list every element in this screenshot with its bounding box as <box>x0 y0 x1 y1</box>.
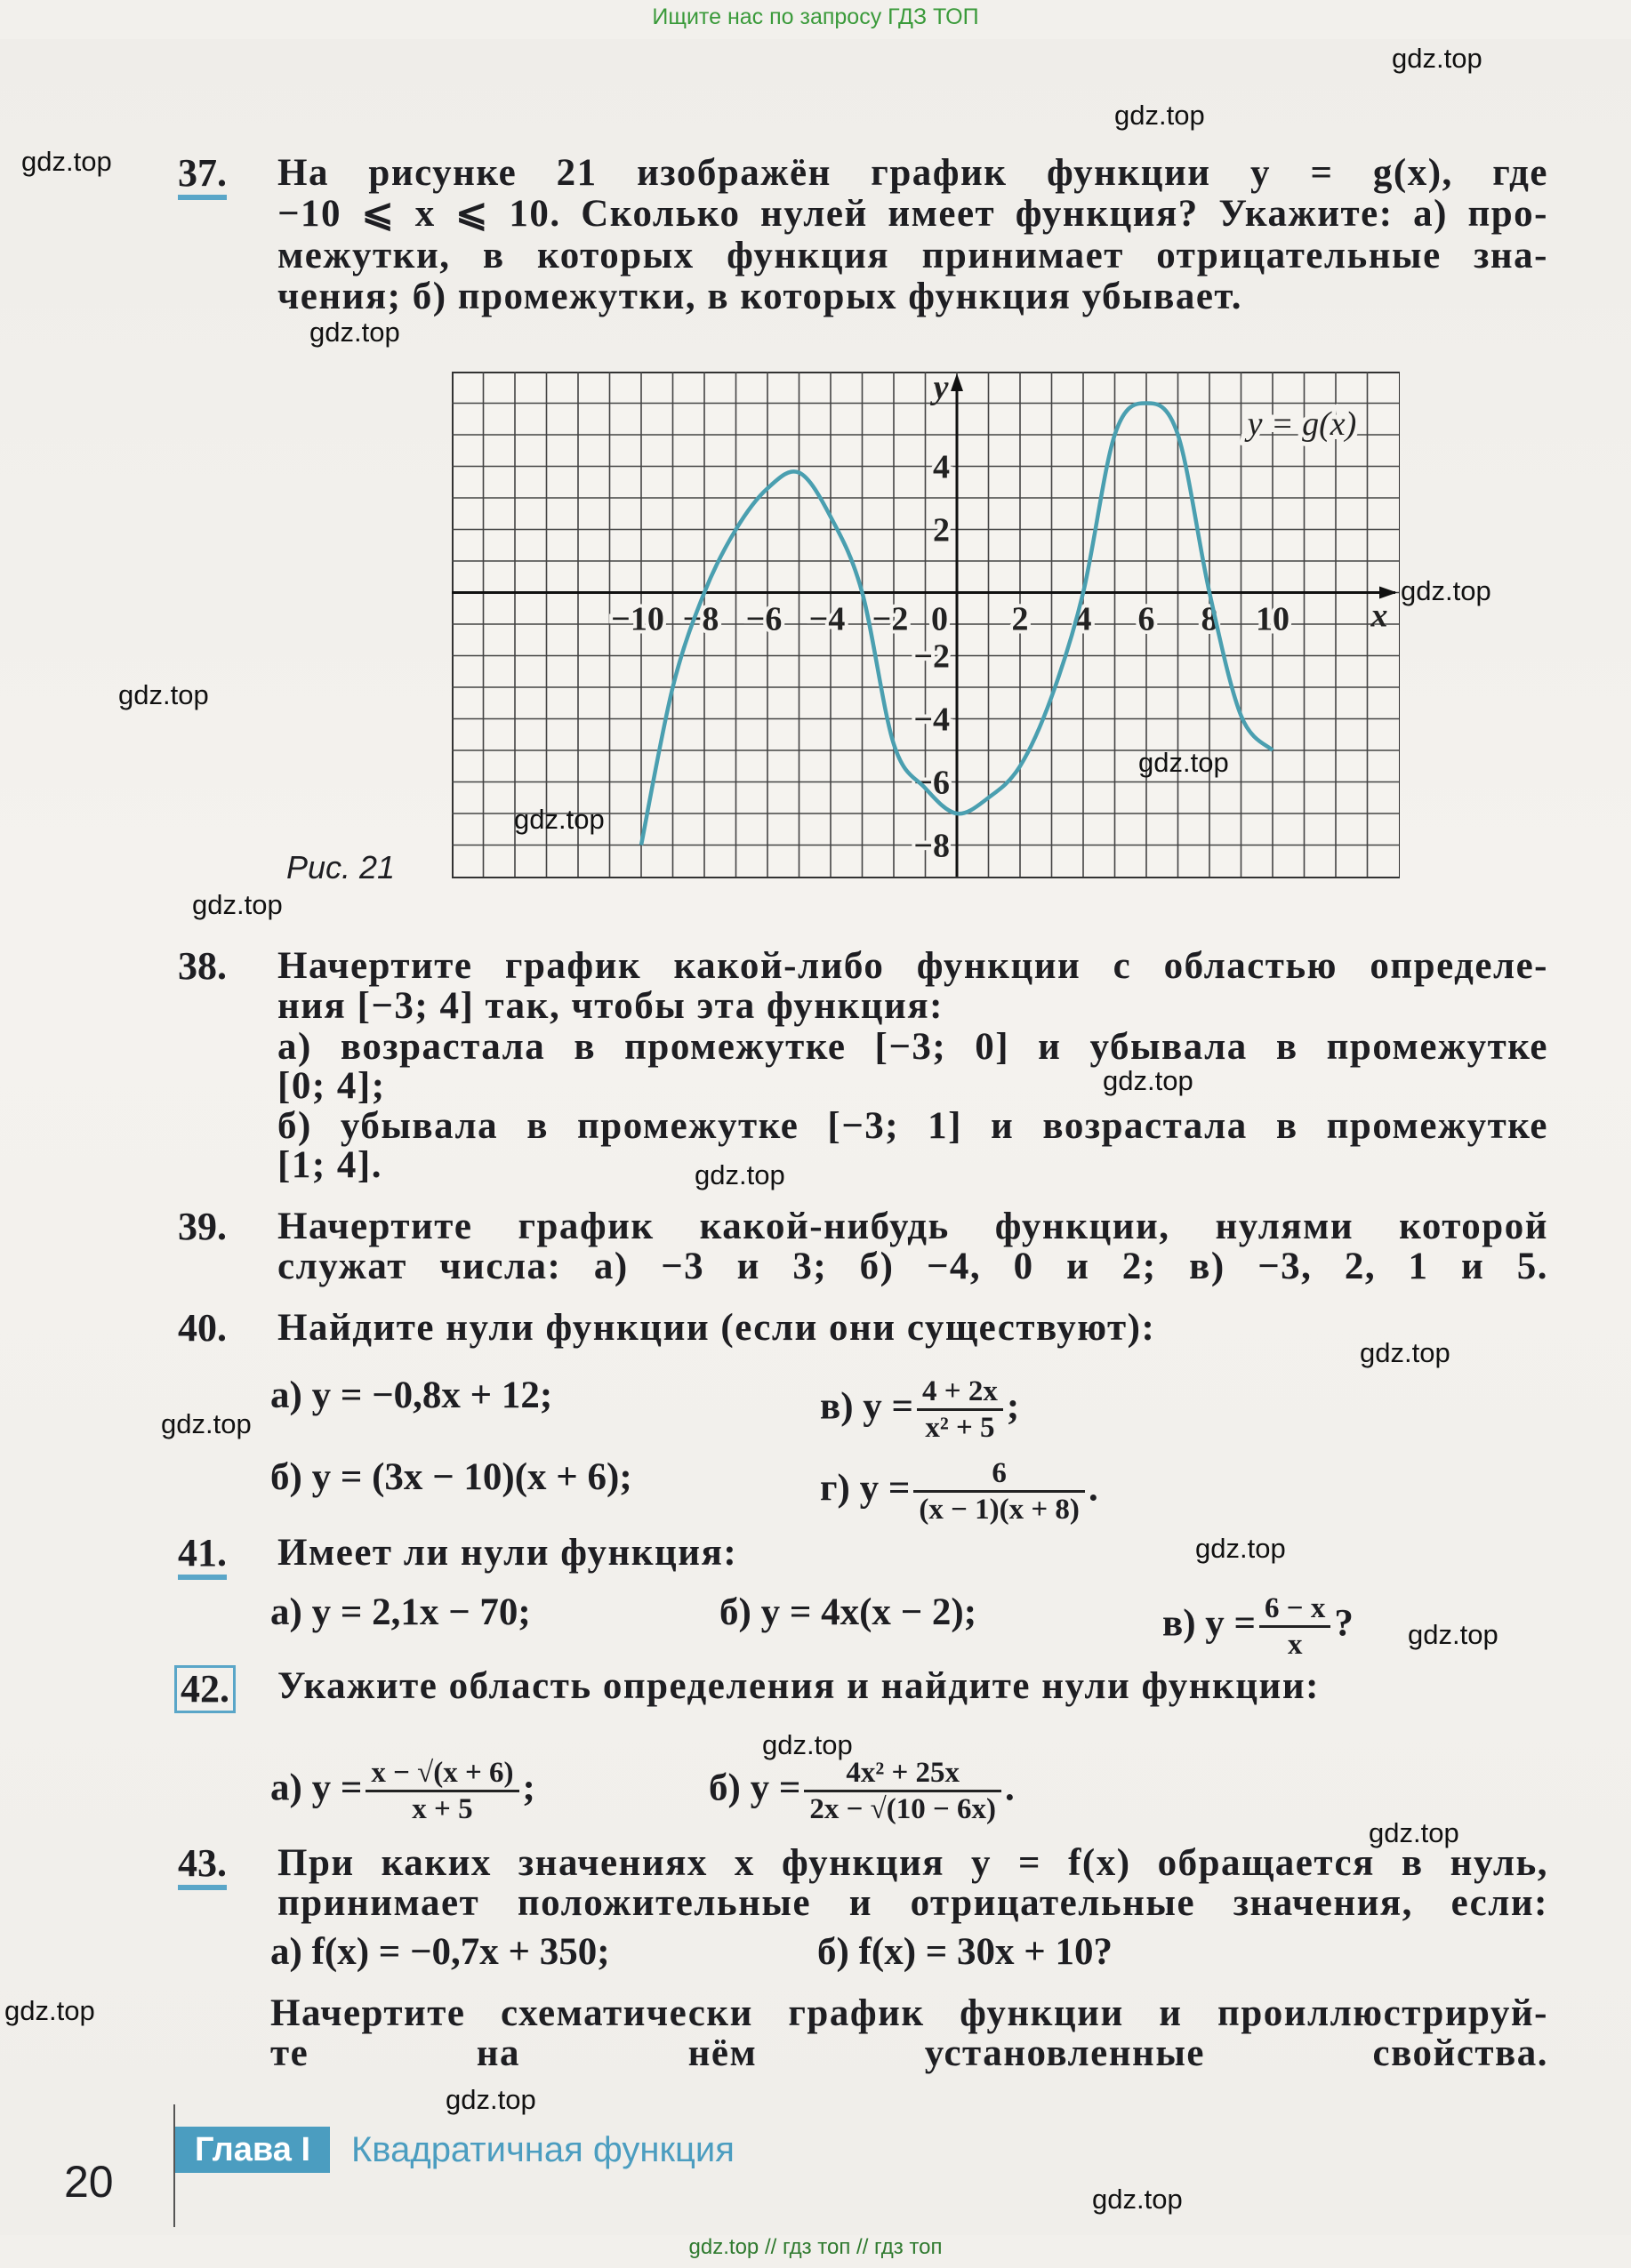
chapter-badge: Глава I <box>175 2127 330 2173</box>
fraction <box>913 1456 1085 1527</box>
fraction <box>366 1756 518 1826</box>
watermark: gdz.top <box>118 679 209 710</box>
x-tick-label: 10 <box>1256 600 1290 638</box>
problem-text-line: Найдите нули функции (если они существуют): <box>277 1307 1156 1349</box>
watermark: gdz.top <box>1114 100 1205 131</box>
problem-number-38: 38. <box>178 944 227 988</box>
watermark: gdz.top <box>1195 1533 1286 1564</box>
problem-text-line: [1; 4]. <box>277 1144 382 1186</box>
formula-42b <box>709 1756 1015 1826</box>
top-banner[interactable]: Ищите нас по запросу ГДЗ ТОП <box>652 4 979 29</box>
formula-prefix: а) y = <box>270 1767 363 1809</box>
problem-text-line: На рисунке 21 изображён график функции y = g(x), где <box>277 152 1548 194</box>
problem-text-line: б) убывала в промежутке [−3; 1] и возрастала в промежутке <box>277 1105 1548 1147</box>
problem-text-line: Начертите график какой-нибудь функции, нулями которой <box>277 1206 1548 1247</box>
formula-suffix: ; <box>522 1767 535 1809</box>
numerator: 6 − x <box>1259 1591 1330 1628</box>
watermark: gdz.top <box>1138 747 1229 778</box>
watermark: gdz.top <box>21 146 112 177</box>
origin-label: 0 <box>931 600 948 638</box>
figure-caption: Рис. 21 <box>286 849 396 886</box>
curve-label: y = g(x) <box>1247 405 1357 443</box>
problem-number-40: 40. <box>178 1306 227 1350</box>
bottom-banner[interactable]: gdz.top // гдз топ // гдз топ <box>688 2235 943 2259</box>
numerator: 6 <box>913 1456 1085 1493</box>
watermark: gdz.top <box>161 1408 252 1439</box>
x-tick-label: 2 <box>1011 600 1029 638</box>
watermark: gdz.top <box>1103 1065 1193 1096</box>
y-tick-label: −2 <box>913 637 950 676</box>
y-tick-label: 4 <box>933 448 950 486</box>
watermark: gdz.top <box>1360 1337 1450 1368</box>
watermark: gdz.top <box>514 804 605 835</box>
formula-41b: б) y = 4x(x − 2); <box>719 1591 977 1633</box>
x-tick-label: −6 <box>745 600 783 638</box>
watermark: gdz.top <box>192 889 283 920</box>
problem-text-line: межутки, в которых функция принимает отрицательные зна- <box>277 235 1548 276</box>
x-tick-label: 4 <box>1074 600 1092 638</box>
figure-21-graph <box>452 372 1400 878</box>
y-axis-label: y <box>933 372 949 406</box>
formula-42a <box>270 1756 535 1826</box>
formula-40v <box>820 1374 1019 1445</box>
problem-text-line: принимает положительные и отрицательные значения, если: <box>277 1882 1548 1924</box>
problem-text-line: а) возрастала в промежутке [−3; 0] и убывала в промежутке <box>277 1026 1548 1068</box>
page-number: 20 <box>64 2157 114 2207</box>
problem-text-line: Укажите область определения и найдите нули функции: <box>277 1665 1320 1707</box>
watermark: gdz.top <box>1369 1817 1459 1848</box>
problem-text-line: Имеет ли нули функция: <box>277 1532 738 1574</box>
x-tick-label: −4 <box>808 600 846 638</box>
watermark: gdz.top <box>1092 2184 1183 2215</box>
formula-suffix: . <box>1088 1467 1098 1510</box>
problem-text-line: служат числа: а) −3 и 3; б) −4, 0 и 2; в) −3, 2, 1 и 5. <box>277 1246 1548 1287</box>
formula-prefix: в) y = <box>820 1385 914 1428</box>
y-tick-label: −8 <box>913 827 950 865</box>
formula-41a: а) y = 2,1x − 70; <box>270 1591 531 1633</box>
formula-43b: б) f(x) = 30x + 10? <box>817 1931 1113 1973</box>
numerator: 4x² + 25x <box>804 1756 1001 1792</box>
formula-40g <box>820 1456 1098 1527</box>
y-tick-label: −4 <box>913 701 950 739</box>
problem-text-line: те на нём установленные свойства. <box>270 2032 1548 2074</box>
problem-text-line: −10 ⩽ x ⩽ 10. Сколько нулей имеет функция? Укажите: а) про- <box>277 193 1548 235</box>
formula-prefix: г) y = <box>820 1467 911 1510</box>
problem-text-line: ния [−3; 4] так, чтобы эта функция: <box>277 985 944 1027</box>
denominator: x <box>1287 1629 1303 1661</box>
chapter-title: Квадратичная функция <box>351 2130 735 2169</box>
fraction <box>917 1374 1003 1445</box>
watermark: gdz.top <box>446 2084 536 2115</box>
problem-number-42: 42. <box>174 1665 236 1713</box>
x-tick-label: 6 <box>1137 600 1155 638</box>
x-axis-label: x <box>1370 597 1388 635</box>
fraction <box>1259 1591 1330 1662</box>
formula-suffix: . <box>1005 1767 1015 1809</box>
formula-43a: а) f(x) = −0,7x + 350; <box>270 1931 610 1973</box>
problem-text-line: чения; б) промежутки, в которых функция убывает. <box>277 276 1243 317</box>
problem-number-43: 43. <box>178 1842 227 1890</box>
numerator: x − √(x + 6) <box>366 1756 518 1792</box>
formula-41v <box>1162 1591 1354 1662</box>
numerator: 4 + 2x <box>917 1374 1003 1411</box>
problem-text-line: При каких значениях x функция y = f(x) обращается в нуль, <box>277 1842 1548 1884</box>
watermark: gdz.top <box>762 1729 853 1760</box>
formula-40b: б) y = (3x − 10)(x + 6); <box>270 1456 632 1498</box>
formula-suffix: ? <box>1334 1602 1354 1645</box>
formula-prefix: в) y = <box>1162 1602 1257 1645</box>
problem-number-41: 41. <box>178 1532 227 1580</box>
denominator: 2x − √(10 − 6x) <box>809 1793 997 1825</box>
problem-text-line: [0; 4]; <box>277 1065 386 1107</box>
y-tick-label: 2 <box>933 511 950 549</box>
denominator: x + 5 <box>412 1793 473 1825</box>
watermark: gdz.top <box>695 1159 785 1190</box>
formula-40a: а) y = −0,8x + 12; <box>270 1374 553 1416</box>
x-tick-label: −2 <box>872 600 909 638</box>
formula-prefix: б) y = <box>709 1767 801 1809</box>
problem-number-39: 39. <box>178 1205 227 1248</box>
y-tick-label: −6 <box>913 764 950 802</box>
watermark: gdz.top <box>309 317 400 348</box>
problem-text-line: Начертите график какой-либо функции с областью определе- <box>277 945 1548 987</box>
fraction <box>804 1756 1001 1826</box>
problem-number-37: 37. <box>178 152 227 200</box>
watermark: gdz.top <box>4 1995 95 2026</box>
x-tick-label: −8 <box>682 600 719 638</box>
x-tick-label: 8 <box>1201 600 1218 638</box>
formula-suffix: ; <box>1006 1385 1020 1428</box>
x-tick-label: −10 <box>611 600 664 638</box>
watermark: gdz.top <box>1401 575 1491 606</box>
problem-text-line: Начертите схематически график функции и проиллюстрируй- <box>270 1992 1548 2034</box>
denominator: (x − 1)(x + 8) <box>919 1494 1080 1526</box>
watermark: gdz.top <box>1408 1619 1498 1650</box>
denominator: x² + 5 <box>925 1412 995 1444</box>
watermark: gdz.top <box>1392 43 1482 74</box>
